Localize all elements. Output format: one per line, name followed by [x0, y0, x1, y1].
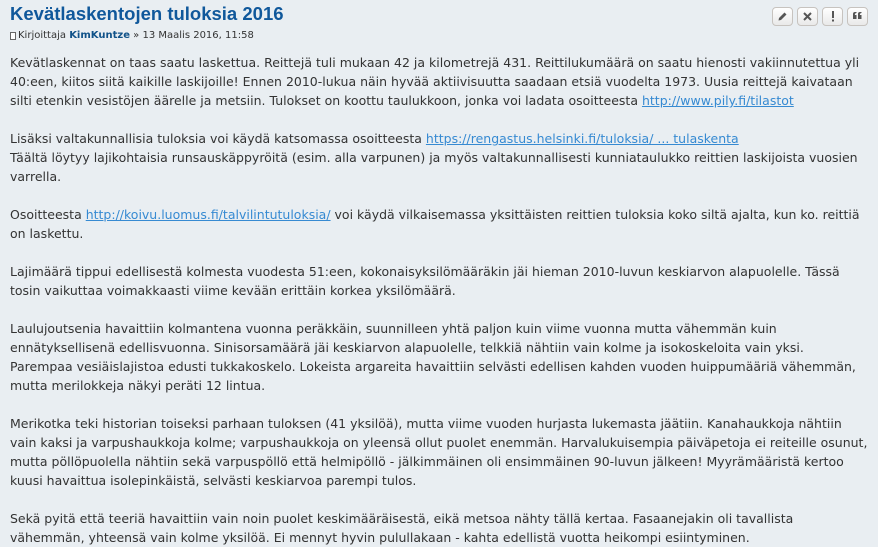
paragraph-1: Kevätlaskennat on taas saatu laskettua. Reittejä tuli mukaan 42 ja kilometrejä 431. Reittilukumäärä on saatu hienosti vakiinnutettua yli 40:een, kiitos siitä kaikille laskijoille! Ennen 2010-lukua näin hyvää aktiivisuutta saadaan etsiä vuodelta 1973. Uusia reittejä kaivataan silti etenkin vesistöjen äärelle ja metsiin. Tulokset on koottu taulukkoon, jonka voi ladata osoitteesta http://www.pily.fi/tilastot [10, 55, 860, 108]
x-icon [803, 12, 812, 21]
quote-button[interactable] [847, 7, 868, 26]
paragraph-3: Osoitteesta http://koivu.luomus.fi/talvilintutuloksia/ voi käydä vilkaisemassa yksittäisten reittien tuloksia koko siltä ajalta, kun ko. reittiä on laskettu. [10, 207, 860, 241]
post-buttons [772, 7, 868, 26]
author-prefix: Kirjoittaja [18, 30, 66, 41]
post-date: » 13 Maalis 2016, 11:58 [133, 30, 254, 41]
paragraph-5: Laulujoutsenia havaittiin kolmantena vuonna peräkkäin, suunnilleen yhtä paljon kuin viime vuonna mutta vähemmän kuin ennätyksellisenä edellisvuonna. Sinisorsamäärä jäi keskiarvon alapuolelle, telkkiä nähtiin vain kolme ja isokoskeloita vain yksi. Parempaa vesiäislajistoa edusti tukkakoskelo. Lokeista argareita havaittiin selvästi edellisen kahden vuoden huippumääriä vähemmän, mutta merilokkeja näkyi peräti 12 lintua. [10, 321, 856, 393]
post-content [10, 53, 868, 547]
paragraph-4: Lajimäärä tippui edellisestä kolmesta vuodesta 51:een, kokonaisyksilömääräkin jäi hieman 2010-luvun keskiarvon alapuolelle. Tässä tosin vaikuttaa voimakkaasti viime kevään erittäin korkea yksilömäärä. [10, 264, 840, 298]
delete-button[interactable] [797, 7, 818, 26]
paragraph-6: Merikotka teki historian toiseksi parhaan tuloksen (41 yksilöä), mutta viime vuoden hurjasta lukemasta jäätiin. Kanahaukkoja nähtiin vain kaksi ja varpushaukkoja kolme; varpushaukkoja on yleensä ollut puolet enemmän. Harvalukuisempia päiväpetoja ei reiteille osunut, mutta pöllöpuolella nähtiin sekä varpuspöllö että helmipöllö - jälkimmäinen oli ensimmäinen 90-luvun jälkeen! Myyrämääristä kertoo kuusi havaittua isolepinkäistä, selvästi keskiarvoa parempi tulos. [10, 416, 868, 488]
exclamation-icon [831, 11, 835, 22]
pencil-icon [777, 11, 788, 22]
post-author-line [10, 30, 868, 42]
paragraph-2: Lisäksi valtakunnallisia tuloksia voi käydä katsomassa osoitteesta https://rengastus.helsinki.fi/tuloksia/ ... tulaskenta Täältä löytyy lajikohtaisia runsauskäppyröitä (esim. alla varpunen) ja myös valtakunnallisesti kunniataulukko reittien laskijoista vuosien varrella. [10, 131, 858, 184]
author-link[interactable]: KimKuntze [69, 30, 130, 41]
post-icon [10, 32, 16, 40]
edit-button[interactable] [772, 7, 793, 26]
pily-link[interactable]: http://www.pily.fi/tilastot [641, 93, 794, 108]
quote-icon [852, 12, 863, 21]
paragraph-7: Sekä pyitä että teeriä havaittiin vain noin puolet keskimääräisestä, eikä metsoa nähty tällä kertaa. Fasaanejakin oli tavallista vähemmän, yhteensä vain kolme yksilöä. Ei mennyt hyvin pulullakaan - kahta edellistä vuotta heikompi esiintyminen. [10, 511, 794, 545]
rengastus-link[interactable]: https://rengastus.helsinki.fi/tuloksia/ ... tulaskenta [425, 131, 739, 146]
report-button[interactable] [822, 7, 843, 26]
post-title[interactable]: Kevätlaskentojen tuloksia 2016 [10, 3, 284, 24]
koivu-link[interactable]: http://koivu.luomus.fi/talvilintutuloksia/ [85, 207, 331, 222]
